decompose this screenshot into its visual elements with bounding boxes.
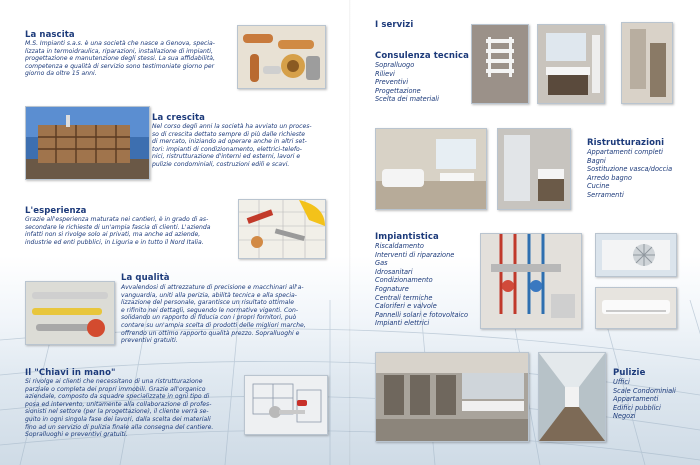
text-line: Avvalendosi di attrezzature di precisione e macchinari all'a- — [121, 284, 304, 291]
list-item: Scale Condominiali — [613, 386, 676, 395]
nascita-heading: La nascita — [25, 30, 75, 40]
consulenza-heading: Consulenza tecnica — [375, 51, 470, 61]
bathroom-bathtub-photo — [375, 128, 487, 210]
text-line: competenza e qualità di servizio sono testimoniate giorno per — [25, 62, 215, 70]
text-line: secondare le richieste di un'ampia fascia di clienti. L'azienda — [25, 223, 211, 231]
text-line: Sopralluoghi e preventivi gratuiti. — [25, 431, 128, 439]
list-item: Sostituzione vasca/doccia — [587, 165, 673, 174]
list-item: Cucine — [587, 182, 610, 191]
text-line: parziale o completa dei propri immobili. Grazie all'organico — [25, 385, 206, 393]
list-item: Rilievi — [375, 69, 395, 78]
text-line: offrendo un ottimo rapporto qualità prezzo. Sopralluoghi e — [121, 329, 300, 337]
pulizie-heading: Pulizie — [613, 368, 646, 378]
text-line: giorno da oltre 15 anni. — [25, 70, 97, 78]
text-line: tori: impianti di condizionamento, elettrici-telefo- — [152, 145, 302, 153]
esperienza-heading: L'esperienza — [25, 206, 87, 216]
text-line: contare su un'ampia scelta di prodotti delle migliori marche, — [121, 321, 306, 329]
list-item: Gas — [375, 259, 388, 268]
ac-indoor-unit-photo — [595, 287, 677, 329]
text-line: Si rivolge ai clienti che necessitano di una ristrutturazione — [25, 378, 203, 385]
consulenza-list — [375, 61, 439, 104]
blueprint-tools-photo — [238, 199, 326, 259]
qualita-heading: La qualità — [121, 273, 170, 283]
nascita-text — [25, 40, 235, 78]
list-item: Edifici pubblici — [613, 403, 661, 412]
impiantistica-list — [375, 242, 468, 328]
copper-fittings-photo — [237, 25, 326, 89]
list-item: Interventi di riparazione — [375, 250, 455, 259]
ristrutturazioni-list — [587, 148, 672, 200]
list-item: Appartamenti completi — [587, 148, 664, 156]
crescita-text — [152, 123, 342, 169]
text-line: vanguardia, uniti alla perizia, abilità tecnica e alla specia- — [121, 291, 297, 299]
text-line: e rifinito nei dettagli, seguendo le normative vigenti. Con- — [121, 306, 299, 314]
text-line: infatti non si rivolge solo ai privati, ma anche ad aziende, — [25, 231, 201, 239]
list-item: Fognature — [375, 284, 409, 293]
text-line: sionisti nel settore (per la progettazione), il cliente verrà se- — [25, 408, 209, 416]
text-line: progettazione e manutenzione degli stessi. La sua affidabilità, — [25, 55, 215, 63]
text-line: preventivi gratuiti. — [121, 337, 178, 345]
shower-bathroom-photo — [497, 128, 571, 210]
list-item: Caloriferi e valvole — [375, 302, 437, 311]
text-line: so di crescita dettato sempre di più dalle richieste — [152, 130, 306, 138]
list-item: Progettazione — [375, 86, 421, 95]
impiantistica-heading: Impiantistica — [375, 232, 439, 242]
text-line: solidando un rapporto di fiducia con i propri fornitori, può — [121, 314, 297, 322]
chiavi-heading: Il "Chiavi in mano" — [25, 368, 116, 378]
list-item: Scelta dei materiali — [375, 95, 439, 104]
text-line: di mercato, iniziando ad operare anche in altri set- — [152, 138, 307, 146]
list-item: Appartamenti — [613, 395, 659, 404]
list-item: Negozi — [613, 412, 636, 421]
construction-building-photo — [25, 106, 150, 180]
list-item: Riscaldamento — [375, 242, 424, 250]
text-line: pulizie condominiali, costruzioni edili e scavi. — [152, 160, 290, 168]
corridor-photo — [538, 352, 606, 442]
text-line: nici, ristrutturazione d'interni ed esterni, lavori e — [152, 153, 301, 161]
list-item: Centrali termiche — [375, 293, 433, 302]
radiator-photo — [471, 24, 529, 104]
list-item: Sopralluogo — [375, 61, 415, 69]
text-line: Nel corso degli anni la società ha avviato un proces- — [152, 123, 312, 130]
pulizie-list — [613, 378, 676, 421]
keys-on-plan-photo — [244, 375, 328, 435]
center-fold — [349, 0, 351, 465]
esperienza-text — [25, 216, 235, 246]
crescita-heading: La crescita — [152, 113, 206, 123]
bathroom-vanity-photo — [537, 24, 605, 104]
pipe-tools-photo — [25, 281, 115, 345]
text-line: aziendale, composto da squadre specializzate in ogni tipo di — [25, 393, 210, 401]
qualita-text — [121, 284, 343, 345]
chiavi-text — [25, 378, 240, 439]
interior-detail-photo — [621, 22, 673, 104]
text-line: industrie ed enti pubblici, in Liguria e in tutto il Nord Italia. — [25, 238, 204, 246]
list-item: Impianti elettrici — [375, 319, 430, 328]
list-item: Idrosanitari — [375, 267, 413, 276]
list-item: Pannelli solari e fotovoltaico — [375, 310, 469, 319]
text-line: fino ad un servizio di pulizia finale alla consegna del cantiere. — [25, 423, 214, 431]
list-item: Bagni — [587, 156, 606, 165]
text-line: guito in ogni singola fase dei lavori, dalla scelta dei materiali — [25, 415, 211, 423]
text-line: M.S. Impianti s.a.s. è una società che nasce a Genova, specia- — [25, 40, 215, 47]
list-item: Serramenti — [587, 190, 624, 199]
list-item: Preventivi — [375, 78, 409, 87]
ristrutturazioni-heading: Ristrutturazioni — [587, 138, 665, 148]
office-restroom-photo — [375, 352, 529, 442]
list-item: Condizionamento — [375, 276, 433, 285]
servizi-heading: I servizi — [375, 20, 414, 30]
text-line: posa ed intervento, unitamente alla collaborazione di profes- — [25, 400, 212, 408]
text-line: lizzazione del personale, garantisce un risultato ottimale — [121, 299, 294, 307]
list-item: Uffici — [613, 378, 630, 386]
text-line: Grazie all'esperienza maturata nei cantieri, è in grado di as- — [25, 216, 209, 223]
list-item: Arredo bagno — [587, 173, 632, 182]
text-line: lizzata in termoidraulica, riparazioni, installazione di impianti, — [25, 47, 213, 55]
heating-system-photo — [480, 233, 582, 329]
ac-outdoor-unit-photo — [595, 233, 677, 277]
